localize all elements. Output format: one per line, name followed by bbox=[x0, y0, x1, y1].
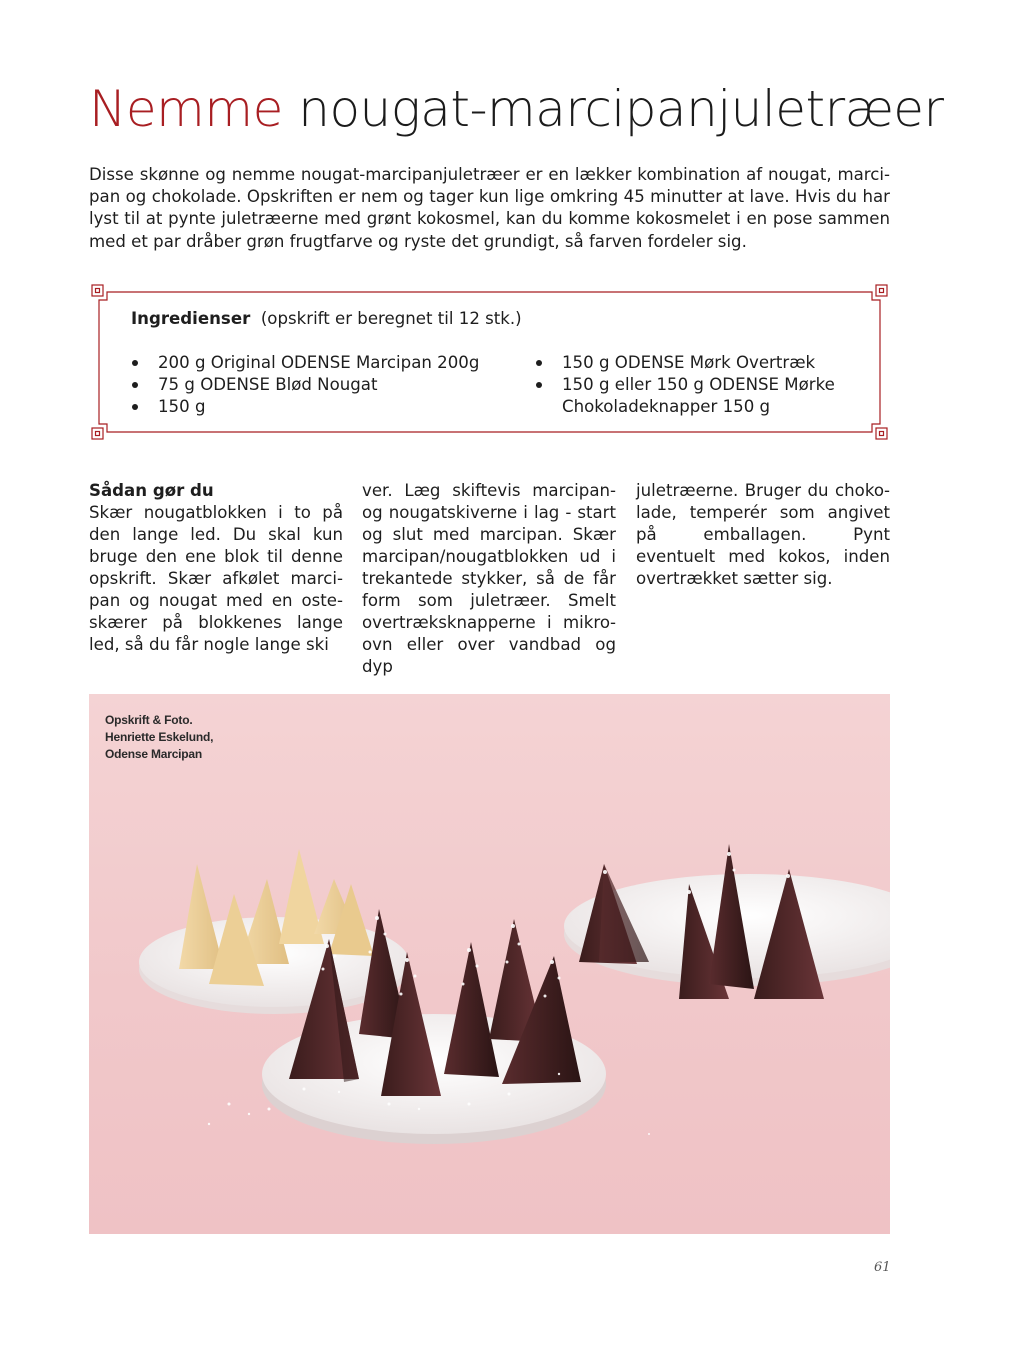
credit-line: Opskrift & Foto. bbox=[105, 713, 193, 727]
photo-illustration bbox=[89, 694, 890, 1234]
ingredients-list-right bbox=[535, 352, 855, 419]
method-column-3: juletræerne. Bruger du chokolade, temperér som angivet på emballagen. Pynt eventuelt med kokos, inden overtrækket sætter sig. bbox=[636, 481, 890, 588]
title-accent: Nemme bbox=[89, 80, 283, 138]
method-heading: Sådan gør du bbox=[89, 481, 214, 500]
ingredients-heading bbox=[131, 309, 522, 328]
recipe-photo bbox=[89, 694, 890, 1234]
method-column-2: ver. Læg skiftevis marcipan- og nougatskiverne i lag - start og slut med marcipan. Skær marcipan/nougatblokken ud i trekantede stykker, så de får form som juletræer. Smelt overtræksknapperne i mikroovn eller over vandbad og dyp bbox=[362, 481, 616, 676]
ingredients-list-left bbox=[131, 352, 521, 419]
ingredients-box bbox=[89, 282, 890, 442]
method-column-1 bbox=[89, 480, 343, 656]
page-number: 61 bbox=[874, 1260, 891, 1275]
ingredient-item: 75 g ODENSE Blød Nougat bbox=[131, 374, 521, 396]
title-rest: nougat-marcipanjuletræer bbox=[298, 80, 944, 138]
credit-line: Odense Marcipan bbox=[105, 747, 203, 761]
photo-credit bbox=[105, 712, 213, 763]
ingredients-title: Ingredienser bbox=[131, 309, 251, 328]
method-text-1: Skær nougatblokken i to på den lange led. Du skal kun bruge den ene blok til denne opskrift. Skær afkølet marcipan og nougat med en osteskærer på blokkenes lange led, så du får nogle lange ski bbox=[89, 503, 343, 654]
chocolate-trees-back bbox=[579, 844, 824, 999]
credit-line: Henriette Eskelund, bbox=[105, 730, 214, 744]
ingredient-item: 150 g bbox=[131, 396, 521, 418]
intro-paragraph: Disse skønne og nemme nougat-marcipanjuletræer er en lækker kombination af nougat, marcipan og chokolade. Opskriften er nem og tager kun lige omkring 45 minutter at lave. Hvis du har lyst til at pynte juletræerne med grønt kokosmel, kan du komme kokosmelet i en pose sammen med et par dråber grøn frugtfarve og ryste det grundigt, så farven fordeler sig. bbox=[89, 165, 890, 251]
ingredient-item: 200 g Original ODENSE Marcipan 200g bbox=[131, 352, 521, 374]
page-title bbox=[89, 80, 944, 138]
ingredient-item: 150 g eller 150 g ODENSE Mørke Chokoladeknapper 150 g bbox=[535, 374, 855, 418]
ingredients-note: (opskrift er beregnet til 12 stk.) bbox=[260, 309, 522, 328]
ingredient-item: 150 g ODENSE Mørk Overtræk bbox=[535, 352, 855, 374]
